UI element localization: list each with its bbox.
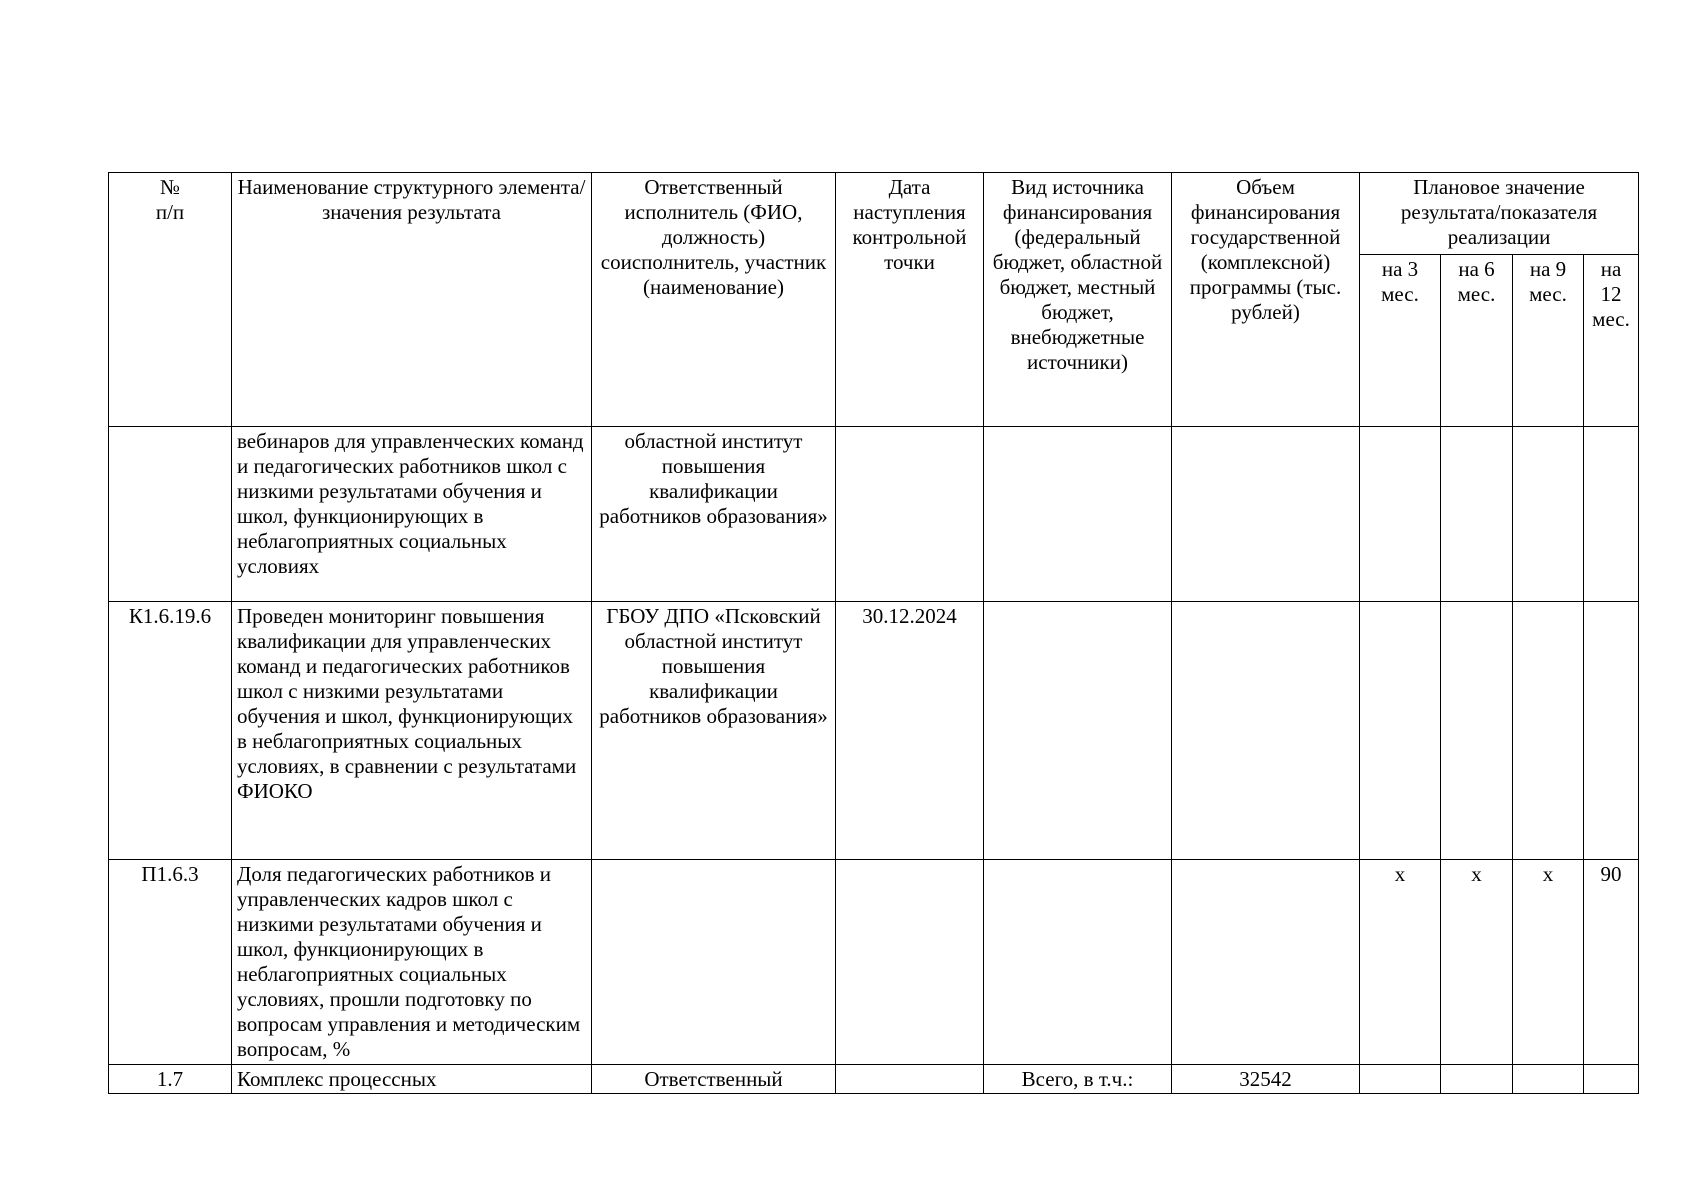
cell-num: 1.7 bbox=[109, 1065, 232, 1094]
cell-name: Доля педагогических работников и управленческих кадров школ с низкими результатами обучения и школ, функционирующих в неблагоприятных социальных условиях, прошли подготовку по вопросам управления и методическим вопросам, % bbox=[232, 860, 592, 1065]
header-m6: на 6 мес. bbox=[1441, 255, 1513, 427]
cell-volume bbox=[1172, 860, 1360, 1065]
cell-num bbox=[109, 427, 232, 602]
cell-date: 30.12.2024 bbox=[836, 602, 984, 860]
cell-name: вебинаров для управленческих команд и педагогических работников школ с низкими результатами обучения и школ, функционирующих в неблагоприятных социальных условиях bbox=[232, 427, 592, 602]
header-source: Вид источника финансирования (федеральный бюджет, областной бюджет, местный бюджет, внебюджетные источники) bbox=[984, 173, 1172, 427]
cell-source bbox=[984, 602, 1172, 860]
cell-num: К1.6.19.6 bbox=[109, 602, 232, 860]
cell-volume bbox=[1172, 427, 1360, 602]
cell-date bbox=[836, 860, 984, 1065]
header-name: Наименование структурного элемента/ значения результата bbox=[232, 173, 592, 427]
cell-name: Комплекс процессных bbox=[232, 1065, 592, 1094]
cell-volume bbox=[1172, 602, 1360, 860]
cell-m6: х bbox=[1441, 860, 1513, 1065]
cell-m6 bbox=[1441, 602, 1513, 860]
cell-m6 bbox=[1441, 1065, 1513, 1094]
cell-m3: х bbox=[1360, 860, 1441, 1065]
table-row bbox=[109, 427, 1639, 602]
cell-executor bbox=[592, 860, 836, 1065]
cell-date bbox=[836, 1065, 984, 1094]
table-header bbox=[109, 173, 1639, 427]
table-row bbox=[109, 1065, 1639, 1094]
cell-executor: ГБОУ ДПО «Псковский областной институт повышения квалификации работников образования» bbox=[592, 602, 836, 860]
cell-executor: Ответственный bbox=[592, 1065, 836, 1094]
cell-m9 bbox=[1513, 602, 1584, 860]
cell-m3 bbox=[1360, 602, 1441, 860]
cell-volume: 32542 bbox=[1172, 1065, 1360, 1094]
cell-m3 bbox=[1360, 427, 1441, 602]
cell-m12 bbox=[1584, 1065, 1639, 1094]
cell-m3 bbox=[1360, 1065, 1441, 1094]
cell-source bbox=[984, 860, 1172, 1065]
header-planned: Плановое значение результата/показателя реализации bbox=[1360, 173, 1639, 255]
cell-num: П1.6.3 bbox=[109, 860, 232, 1065]
header-m9: на 9 мес. bbox=[1513, 255, 1584, 427]
cell-executor: областной институт повышения квалификации работников образования» bbox=[592, 427, 836, 602]
cell-m9 bbox=[1513, 1065, 1584, 1094]
cell-m12 bbox=[1584, 427, 1639, 602]
header-volume: Объем финансирования государственной (комплексной) программы (тыс. рублей) bbox=[1172, 173, 1360, 427]
cell-m9: х bbox=[1513, 860, 1584, 1065]
cell-date bbox=[836, 427, 984, 602]
cell-name: Проведен мониторинг повышения квалификации для управленческих команд и педагогических работников школ с низкими результатами обучения и школ, функционирующих в неблагоприятных социальных условиях, в сравнении с результатами ФИОКО bbox=[232, 602, 592, 860]
cell-m12: 90 bbox=[1584, 860, 1639, 1065]
cell-m12 bbox=[1584, 602, 1639, 860]
plan-table bbox=[108, 172, 1639, 1094]
table-body bbox=[109, 427, 1639, 1094]
header-executor: Ответственный исполнитель (ФИО, должность) соисполнитель, участник (наименование) bbox=[592, 173, 836, 427]
header-m3: на 3 мес. bbox=[1360, 255, 1441, 427]
table-row bbox=[109, 860, 1639, 1065]
header-num: № п/п bbox=[109, 173, 232, 427]
cell-source: Всего, в т.ч.: bbox=[984, 1065, 1172, 1094]
cell-source bbox=[984, 427, 1172, 602]
table-row bbox=[109, 602, 1639, 860]
header-date: Дата наступления контрольной точки bbox=[836, 173, 984, 427]
cell-m9 bbox=[1513, 427, 1584, 602]
cell-m6 bbox=[1441, 427, 1513, 602]
header-m12: на 12 мес. bbox=[1584, 255, 1639, 427]
